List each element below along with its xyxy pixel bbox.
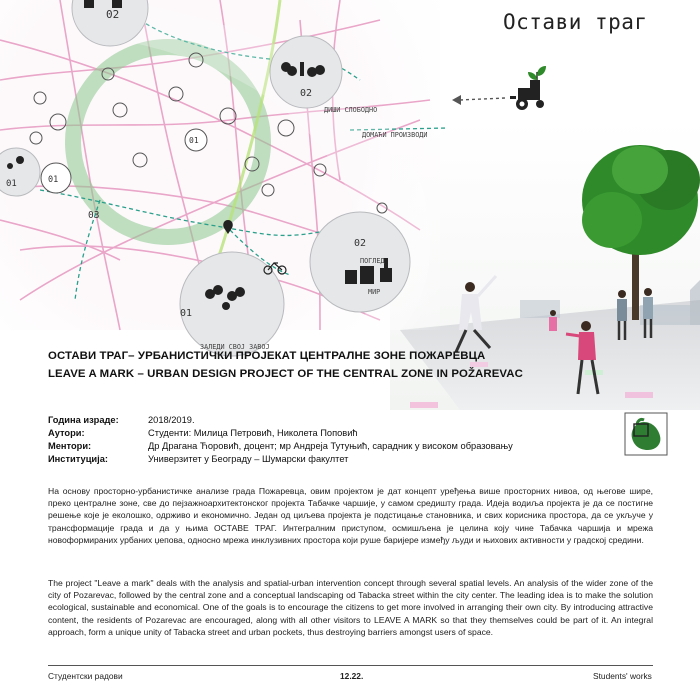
map-label: ДОМАЋИ ПРОИЗВОДИ <box>362 131 428 139</box>
project-title-en: LEAVE A MARK – URBAN DESIGN PROJECT OF THE CENTRAL ZONE IN POŽAREVAC <box>48 368 523 380</box>
project-title-sr: ОСТАВИ ТРАГ– УРБАНИСТИЧКИ ПРОЈЕКАТ ЦЕНТРАЛНЕ ЗОНЕ ПОЖАРЕВЦА <box>48 350 486 362</box>
footer-right: Students' works <box>593 671 652 681</box>
footer-page-number: 12.22. <box>340 671 364 681</box>
zone-circle <box>185 129 207 151</box>
page-title: Остави траг <box>503 10 648 34</box>
meta-row-year <box>48 414 668 427</box>
map-label: МИР <box>368 288 381 296</box>
project-meta <box>48 414 668 466</box>
meta-label: Институција: <box>48 454 108 464</box>
meta-value: 2018/2019. <box>148 415 195 425</box>
meta-row-mentors <box>48 440 668 453</box>
zone-number: 01 <box>180 308 193 319</box>
meta-label: Аутори: <box>48 428 85 438</box>
paving-mark <box>470 362 488 367</box>
arrow-to-tractor <box>452 95 505 105</box>
zone-number: 03 <box>88 210 100 221</box>
meta-value: Др Драгана Ћоровић, доцент; мр Андреја Тутуњић, сарадник у високом образовању <box>148 441 513 451</box>
zone-number: 01 <box>48 175 59 185</box>
meta-row-authors <box>48 427 668 440</box>
map-label: ПОГЛЕД <box>360 257 385 265</box>
footer-left: Студентски радови <box>48 671 123 681</box>
map-label: ДИШИ СЛОБОДНО <box>324 106 378 114</box>
footer-divider <box>48 665 653 666</box>
zone-number: 01 <box>6 179 17 189</box>
tractor-icon <box>510 80 544 110</box>
description-sr: На основу просторно-урбанистичке анализе града Пожаревца, овим пројектом је дат концепт уређења више просторних нивоа, од његове шире, преко централне зоне, све до пејзажноархитектонског пројекта Табачке чаршије, у самом средишту града. Идеја водиља пројекта је да се постигне решење које је еколошко, одрживо и економично. Један од циљева пројекта је подстицање становника, и свих корисника простора, да се укључе у трансформације града и да у њима ОСТАВЕ ТРАГ. Интегралним приступом, осмишљена је целина коју чине Табачка чаршија и мрежа новоформираних урбаних џепова, односно мрежа инклузивних простора који руше баријере између људи и њихових активности у градској средини. <box>48 486 653 545</box>
map-label: ЗАЛЕДИ СВОЈ ЗАВОЈ <box>200 343 270 351</box>
paving-mark <box>410 402 438 408</box>
meta-value: Студенти: Милица Петровић, Николета Поповић <box>148 428 358 438</box>
person-icon <box>549 310 557 331</box>
paving-mark <box>625 392 653 398</box>
meta-row-institution <box>48 453 668 466</box>
meta-value: Универзитет у Београду – Шумарски факултет <box>148 454 349 464</box>
zone-circle <box>270 36 342 108</box>
zone-circle <box>180 252 284 356</box>
zone-number: 02 <box>300 88 313 99</box>
zone-number: 01 <box>189 136 199 145</box>
zone-number: 02 <box>106 8 120 21</box>
zone-circle <box>41 163 71 193</box>
zone-number: 02 <box>354 238 367 249</box>
meta-label: Година израде: <box>48 415 119 425</box>
meta-label: Ментори: <box>48 441 92 451</box>
description-en: The project "Leave a mark" deals with the analysis and spatial-urban intervention concept through several spatial levels. An analysis of the wider zone of the city of Pozarevac, followed by the central zone and a conceptual landscaping od Tabacka street within the city center. The leading idea is to make the solution ecological, sustainable and economical. One of the goals is to encourage the citizens to get more involved in arranging their own city. By introducing attractive content, the residents of Pozarevac are encouraged, along with all other visitors to LEAVE A MARK so that they themselves could be part of it. An integral approach, form a unique unity of Tabacka street and urban pockets, thus destroying barriers amongst users of space. <box>48 578 653 637</box>
